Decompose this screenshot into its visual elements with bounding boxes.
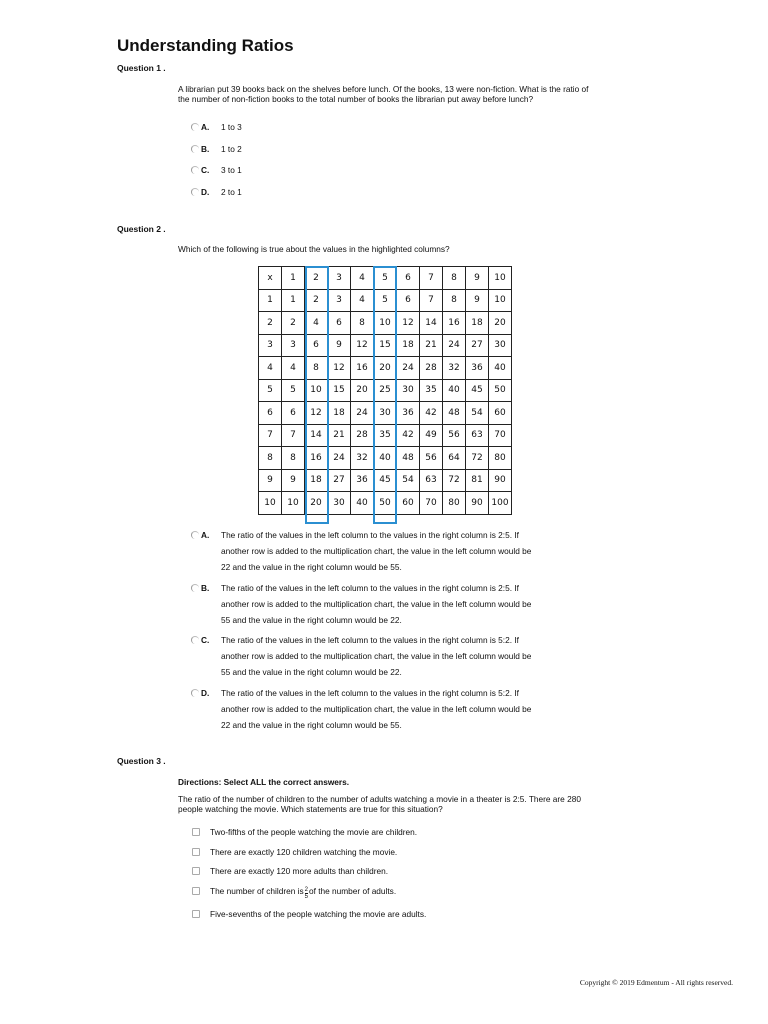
radio-button-icon[interactable] bbox=[191, 188, 199, 196]
table-cell: 63 bbox=[420, 469, 443, 492]
option-line: 22 and the value in the right column would be 55. bbox=[221, 562, 402, 572]
table-cell: 40 bbox=[374, 447, 397, 470]
table-cell: 5 bbox=[282, 379, 305, 402]
table-cell: 30 bbox=[328, 492, 351, 515]
radio-button-icon[interactable] bbox=[191, 689, 199, 697]
table-cell: 54 bbox=[397, 469, 420, 492]
table-cell: 9 bbox=[466, 267, 489, 290]
radio-button-icon[interactable] bbox=[191, 584, 199, 592]
table-cell: 8 bbox=[282, 447, 305, 470]
table-cell: 18 bbox=[397, 334, 420, 357]
table-cell: 7 bbox=[282, 424, 305, 447]
question-2-text: Which of the following is true about the values in the highlighted columns? bbox=[178, 244, 450, 254]
option-text: 1 to 3 bbox=[221, 122, 242, 132]
q3-statement-3[interactable] bbox=[192, 866, 388, 876]
q3-statement-4[interactable] bbox=[192, 886, 396, 900]
table-cell: 90 bbox=[489, 469, 512, 492]
q1-option-a[interactable] bbox=[191, 119, 242, 135]
table-cell: 70 bbox=[420, 492, 443, 515]
table-cell: 40 bbox=[443, 379, 466, 402]
table-cell: 3 bbox=[328, 267, 351, 290]
statement-text-before: The number of children is bbox=[210, 886, 304, 896]
table-cell: 16 bbox=[351, 357, 374, 380]
q1-option-c[interactable] bbox=[191, 162, 242, 178]
table-cell: 9 bbox=[328, 334, 351, 357]
table-cell: 21 bbox=[420, 334, 443, 357]
option-line: another row is added to the multiplication chart, the value in the left column would be bbox=[221, 651, 532, 661]
table-cell: 4 bbox=[282, 357, 305, 380]
option-line: another row is added to the multiplication chart, the value in the left column would be bbox=[221, 704, 532, 714]
option-letter: C. bbox=[201, 635, 210, 645]
option-line: The ratio of the values in the left column to the values in the right column is 2:5. If bbox=[221, 530, 519, 540]
table-cell: 9 bbox=[259, 469, 282, 492]
q3-statement-5[interactable] bbox=[192, 909, 426, 919]
table-cell: 15 bbox=[374, 334, 397, 357]
q2-option-c[interactable] bbox=[191, 632, 571, 680]
table-cell: 45 bbox=[374, 469, 397, 492]
table-cell: 4 bbox=[259, 357, 282, 380]
table-cell: 1 bbox=[282, 267, 305, 290]
q2-option-d[interactable] bbox=[191, 685, 571, 733]
table-cell: 72 bbox=[466, 447, 489, 470]
table-cell: 8 bbox=[259, 447, 282, 470]
copyright-footer: Copyright © 2019 Edmentum - All rights reserved. bbox=[579, 978, 733, 987]
table-cell: 81 bbox=[466, 469, 489, 492]
table-cell: 70 bbox=[489, 424, 512, 447]
table-cell: 10 bbox=[489, 289, 512, 312]
statement-text: There are exactly 120 children watching the movie. bbox=[210, 847, 398, 857]
table-cell: 56 bbox=[420, 447, 443, 470]
table-cell: 63 bbox=[466, 424, 489, 447]
table-cell: 8 bbox=[443, 289, 466, 312]
option-text: 2 to 1 bbox=[221, 187, 242, 197]
option-letter: A. bbox=[201, 122, 210, 132]
table-cell: 24 bbox=[397, 357, 420, 380]
table-cell: 18 bbox=[328, 402, 351, 425]
fraction bbox=[305, 887, 308, 900]
table-cell: 36 bbox=[351, 469, 374, 492]
table-cell: 2 bbox=[259, 312, 282, 335]
option-letter: C. bbox=[201, 165, 210, 175]
table-cell: 10 bbox=[305, 379, 328, 402]
fraction-denominator: 5 bbox=[304, 894, 308, 900]
statement-text: Five-sevenths of the people watching the movie are adults. bbox=[210, 909, 427, 919]
statement-text-after: of the number of adults. bbox=[308, 886, 397, 896]
table-cell: 32 bbox=[443, 357, 466, 380]
table-cell: 12 bbox=[305, 402, 328, 425]
checkbox-icon[interactable] bbox=[192, 910, 200, 918]
table-cell: 7 bbox=[420, 267, 443, 290]
table-cell: 30 bbox=[374, 402, 397, 425]
table-cell: 60 bbox=[489, 402, 512, 425]
checkbox-icon[interactable] bbox=[192, 848, 200, 856]
table-cell: 4 bbox=[351, 267, 374, 290]
table-cell: 7 bbox=[420, 289, 443, 312]
table-cell: 14 bbox=[305, 424, 328, 447]
table-cell: 54 bbox=[466, 402, 489, 425]
q2-option-b[interactable] bbox=[191, 580, 571, 628]
question-1-heading: Question 1 . bbox=[117, 63, 166, 73]
table-cell: 1 bbox=[282, 289, 305, 312]
option-line: 55 and the value in the right column would be 22. bbox=[221, 615, 402, 625]
table-cell: 35 bbox=[374, 424, 397, 447]
table-cell: 20 bbox=[305, 492, 328, 515]
table-cell: 5 bbox=[259, 379, 282, 402]
table-cell: 21 bbox=[328, 424, 351, 447]
table-cell: 2 bbox=[305, 267, 328, 290]
option-letter: D. bbox=[201, 187, 210, 197]
table-cell: 80 bbox=[489, 447, 512, 470]
q3-statement-2[interactable] bbox=[192, 847, 397, 857]
table-cell: 6 bbox=[305, 334, 328, 357]
table-cell: 6 bbox=[397, 267, 420, 290]
table-cell: 6 bbox=[328, 312, 351, 335]
table-cell: 40 bbox=[489, 357, 512, 380]
q1-option-d[interactable] bbox=[191, 184, 242, 200]
table-cell: 49 bbox=[420, 424, 443, 447]
option-line: another row is added to the multiplication chart, the value in the left column would be bbox=[221, 599, 532, 609]
radio-button-icon[interactable] bbox=[191, 123, 199, 131]
table-cell: 48 bbox=[443, 402, 466, 425]
fraction-numerator: 2 bbox=[304, 887, 308, 893]
highlighted-column-2 bbox=[305, 266, 329, 524]
table-cell: 10 bbox=[489, 267, 512, 290]
radio-button-icon[interactable] bbox=[191, 145, 199, 153]
option-line: The ratio of the values in the left column to the values in the right column is 5:2. If bbox=[221, 635, 519, 645]
table-cell: 20 bbox=[374, 357, 397, 380]
table-cell: 48 bbox=[397, 447, 420, 470]
q3-statement-1[interactable] bbox=[192, 827, 417, 837]
table-cell: 3 bbox=[259, 334, 282, 357]
question-3-heading: Question 3 . bbox=[117, 756, 166, 766]
table-cell: 8 bbox=[443, 267, 466, 290]
table-cell: 35 bbox=[420, 379, 443, 402]
table-cell: 12 bbox=[351, 334, 374, 357]
table-cell: 40 bbox=[351, 492, 374, 515]
table-cell: 10 bbox=[259, 492, 282, 515]
table-cell: 6 bbox=[397, 289, 420, 312]
table-cell: 8 bbox=[351, 312, 374, 335]
option-line: The ratio of the values in the left column to the values in the right column is 2:5. If bbox=[221, 583, 519, 593]
table-cell: 90 bbox=[466, 492, 489, 515]
table-cell: 80 bbox=[443, 492, 466, 515]
table-cell: 24 bbox=[351, 402, 374, 425]
table-cell: 56 bbox=[443, 424, 466, 447]
table-cell: 14 bbox=[420, 312, 443, 335]
table-cell: 36 bbox=[466, 357, 489, 380]
question-1-text: A librarian put 39 books back on the shelves before lunch. Of the books, 13 were non-fiction. What is the ratio of the number of non-fiction books to the total number of books the librarian put away before lunch? bbox=[178, 84, 589, 104]
question-3-directions: Directions: Select ALL the correct answers. bbox=[178, 777, 350, 787]
table-cell: 18 bbox=[305, 469, 328, 492]
table-cell: x bbox=[259, 267, 282, 290]
table-cell: 32 bbox=[351, 447, 374, 470]
table-cell: 6 bbox=[282, 402, 305, 425]
radio-button-icon[interactable] bbox=[191, 531, 199, 539]
table-cell: 25 bbox=[374, 379, 397, 402]
statement-text: There are exactly 120 more adults than children. bbox=[210, 866, 389, 876]
table-cell: 24 bbox=[443, 334, 466, 357]
table-cell: 8 bbox=[305, 357, 328, 380]
table-cell: 4 bbox=[305, 312, 328, 335]
option-letter: B. bbox=[201, 583, 210, 593]
table-cell: 3 bbox=[328, 289, 351, 312]
table-cell: 50 bbox=[489, 379, 512, 402]
option-text: 1 to 2 bbox=[221, 144, 242, 154]
table-cell: 16 bbox=[443, 312, 466, 335]
table-cell: 10 bbox=[374, 312, 397, 335]
table-cell: 5 bbox=[374, 289, 397, 312]
table-cell: 5 bbox=[374, 267, 397, 290]
table-cell: 16 bbox=[305, 447, 328, 470]
option-line: 22 and the value in the right column would be 55. bbox=[221, 720, 402, 730]
table-cell: 20 bbox=[489, 312, 512, 335]
table-cell: 12 bbox=[328, 357, 351, 380]
q2-option-a[interactable] bbox=[191, 527, 571, 575]
checkbox-icon[interactable] bbox=[192, 887, 200, 895]
table-cell: 27 bbox=[466, 334, 489, 357]
option-letter: D. bbox=[201, 688, 210, 698]
table-cell: 12 bbox=[397, 312, 420, 335]
table-cell: 2 bbox=[305, 289, 328, 312]
option-letter: A. bbox=[201, 530, 210, 540]
table-cell: 4 bbox=[351, 289, 374, 312]
table-cell: 28 bbox=[351, 424, 374, 447]
table-cell: 30 bbox=[489, 334, 512, 357]
table-cell: 100 bbox=[489, 492, 512, 515]
option-text: 3 to 1 bbox=[221, 165, 242, 175]
statement-text: Two-fifths of the people watching the movie are children. bbox=[210, 827, 418, 837]
option-letter: B. bbox=[201, 144, 210, 154]
highlighted-column-5 bbox=[373, 266, 397, 524]
checkbox-icon[interactable] bbox=[192, 867, 200, 875]
table-cell: 72 bbox=[443, 469, 466, 492]
radio-button-icon[interactable] bbox=[191, 636, 199, 644]
table-cell: 42 bbox=[397, 424, 420, 447]
table-cell: 1 bbox=[259, 289, 282, 312]
checkbox-icon[interactable] bbox=[192, 828, 200, 836]
table-cell: 18 bbox=[466, 312, 489, 335]
table-cell: 42 bbox=[420, 402, 443, 425]
table-cell: 10 bbox=[282, 492, 305, 515]
option-line: 55 and the value in the right column would be 22. bbox=[221, 667, 402, 677]
table-cell: 9 bbox=[466, 289, 489, 312]
page-title: Understanding Ratios bbox=[117, 36, 294, 55]
option-line: another row is added to the multiplication chart, the value in the left column would be bbox=[221, 546, 532, 556]
table-cell: 3 bbox=[282, 334, 305, 357]
table-cell: 24 bbox=[328, 447, 351, 470]
question-2-heading: Question 2 . bbox=[117, 224, 166, 234]
table-cell: 45 bbox=[466, 379, 489, 402]
table-cell: 7 bbox=[259, 424, 282, 447]
q1-option-b[interactable] bbox=[191, 141, 242, 157]
table-cell: 2 bbox=[282, 312, 305, 335]
question-3-text: The ratio of the number of children to the number of adults watching a movie in a theater is 2:5. There are 280 people watching the movie. Which statements are true for this situation? bbox=[178, 794, 581, 814]
table-cell: 50 bbox=[374, 492, 397, 515]
table-cell: 30 bbox=[397, 379, 420, 402]
option-line: The ratio of the values in the left column to the values in the right column is 5:2. If bbox=[221, 688, 519, 698]
table-cell: 60 bbox=[397, 492, 420, 515]
table-cell: 9 bbox=[282, 469, 305, 492]
table-cell: 28 bbox=[420, 357, 443, 380]
table-cell: 64 bbox=[443, 447, 466, 470]
table-cell: 15 bbox=[328, 379, 351, 402]
table-cell: 20 bbox=[351, 379, 374, 402]
table-cell: 36 bbox=[397, 402, 420, 425]
table-cell: 27 bbox=[328, 469, 351, 492]
table-cell: 6 bbox=[259, 402, 282, 425]
radio-button-icon[interactable] bbox=[191, 166, 199, 174]
